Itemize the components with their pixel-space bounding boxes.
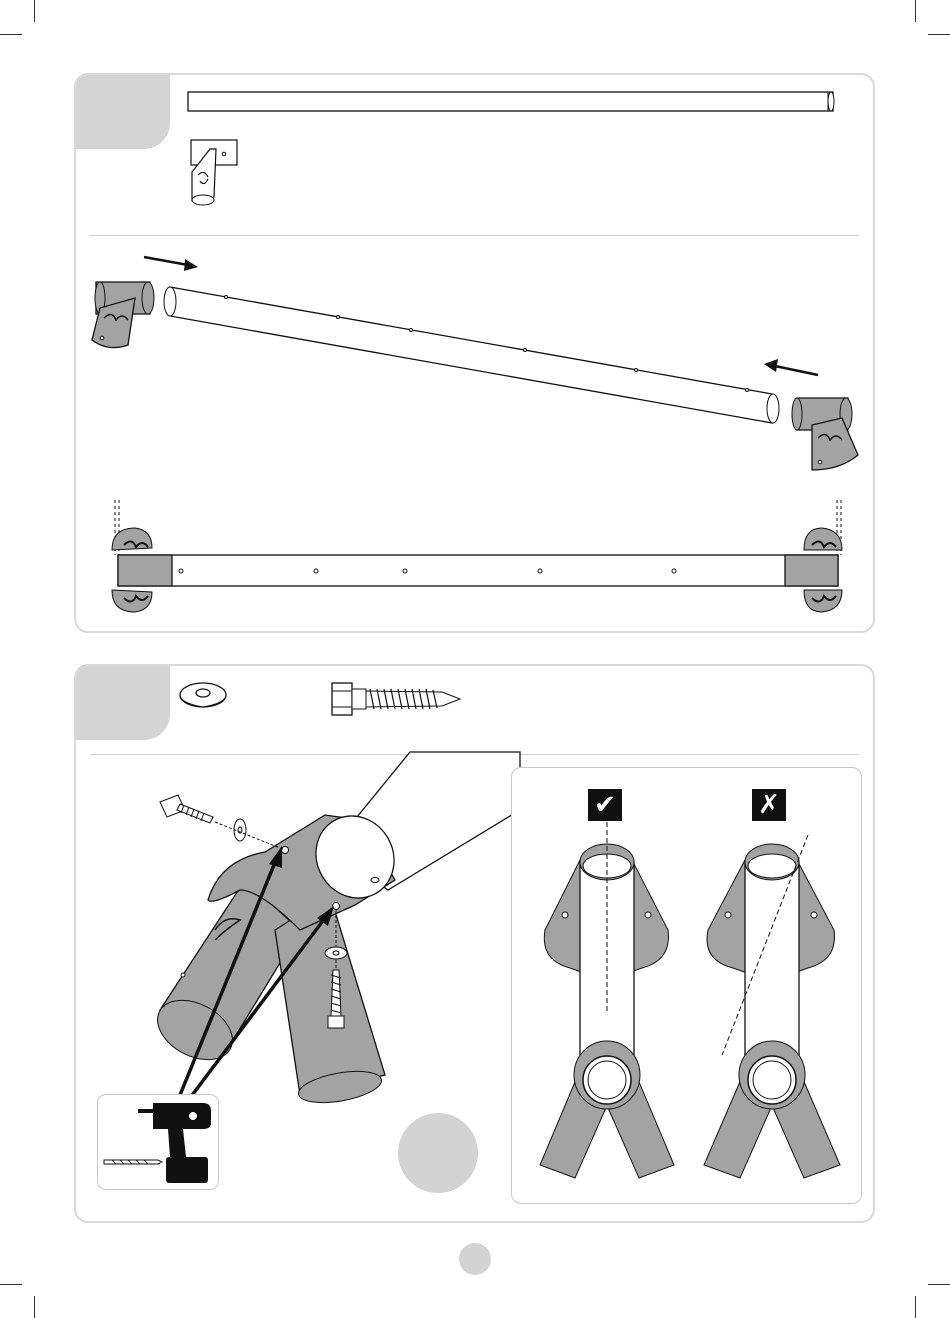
check-mark-icon: ✔ xyxy=(588,789,622,821)
incorrect-alignment xyxy=(704,835,840,1178)
correct-alignment xyxy=(540,822,674,1178)
cross-mark-icon: ✗ xyxy=(752,789,786,821)
page-number-circle xyxy=(459,1243,491,1275)
